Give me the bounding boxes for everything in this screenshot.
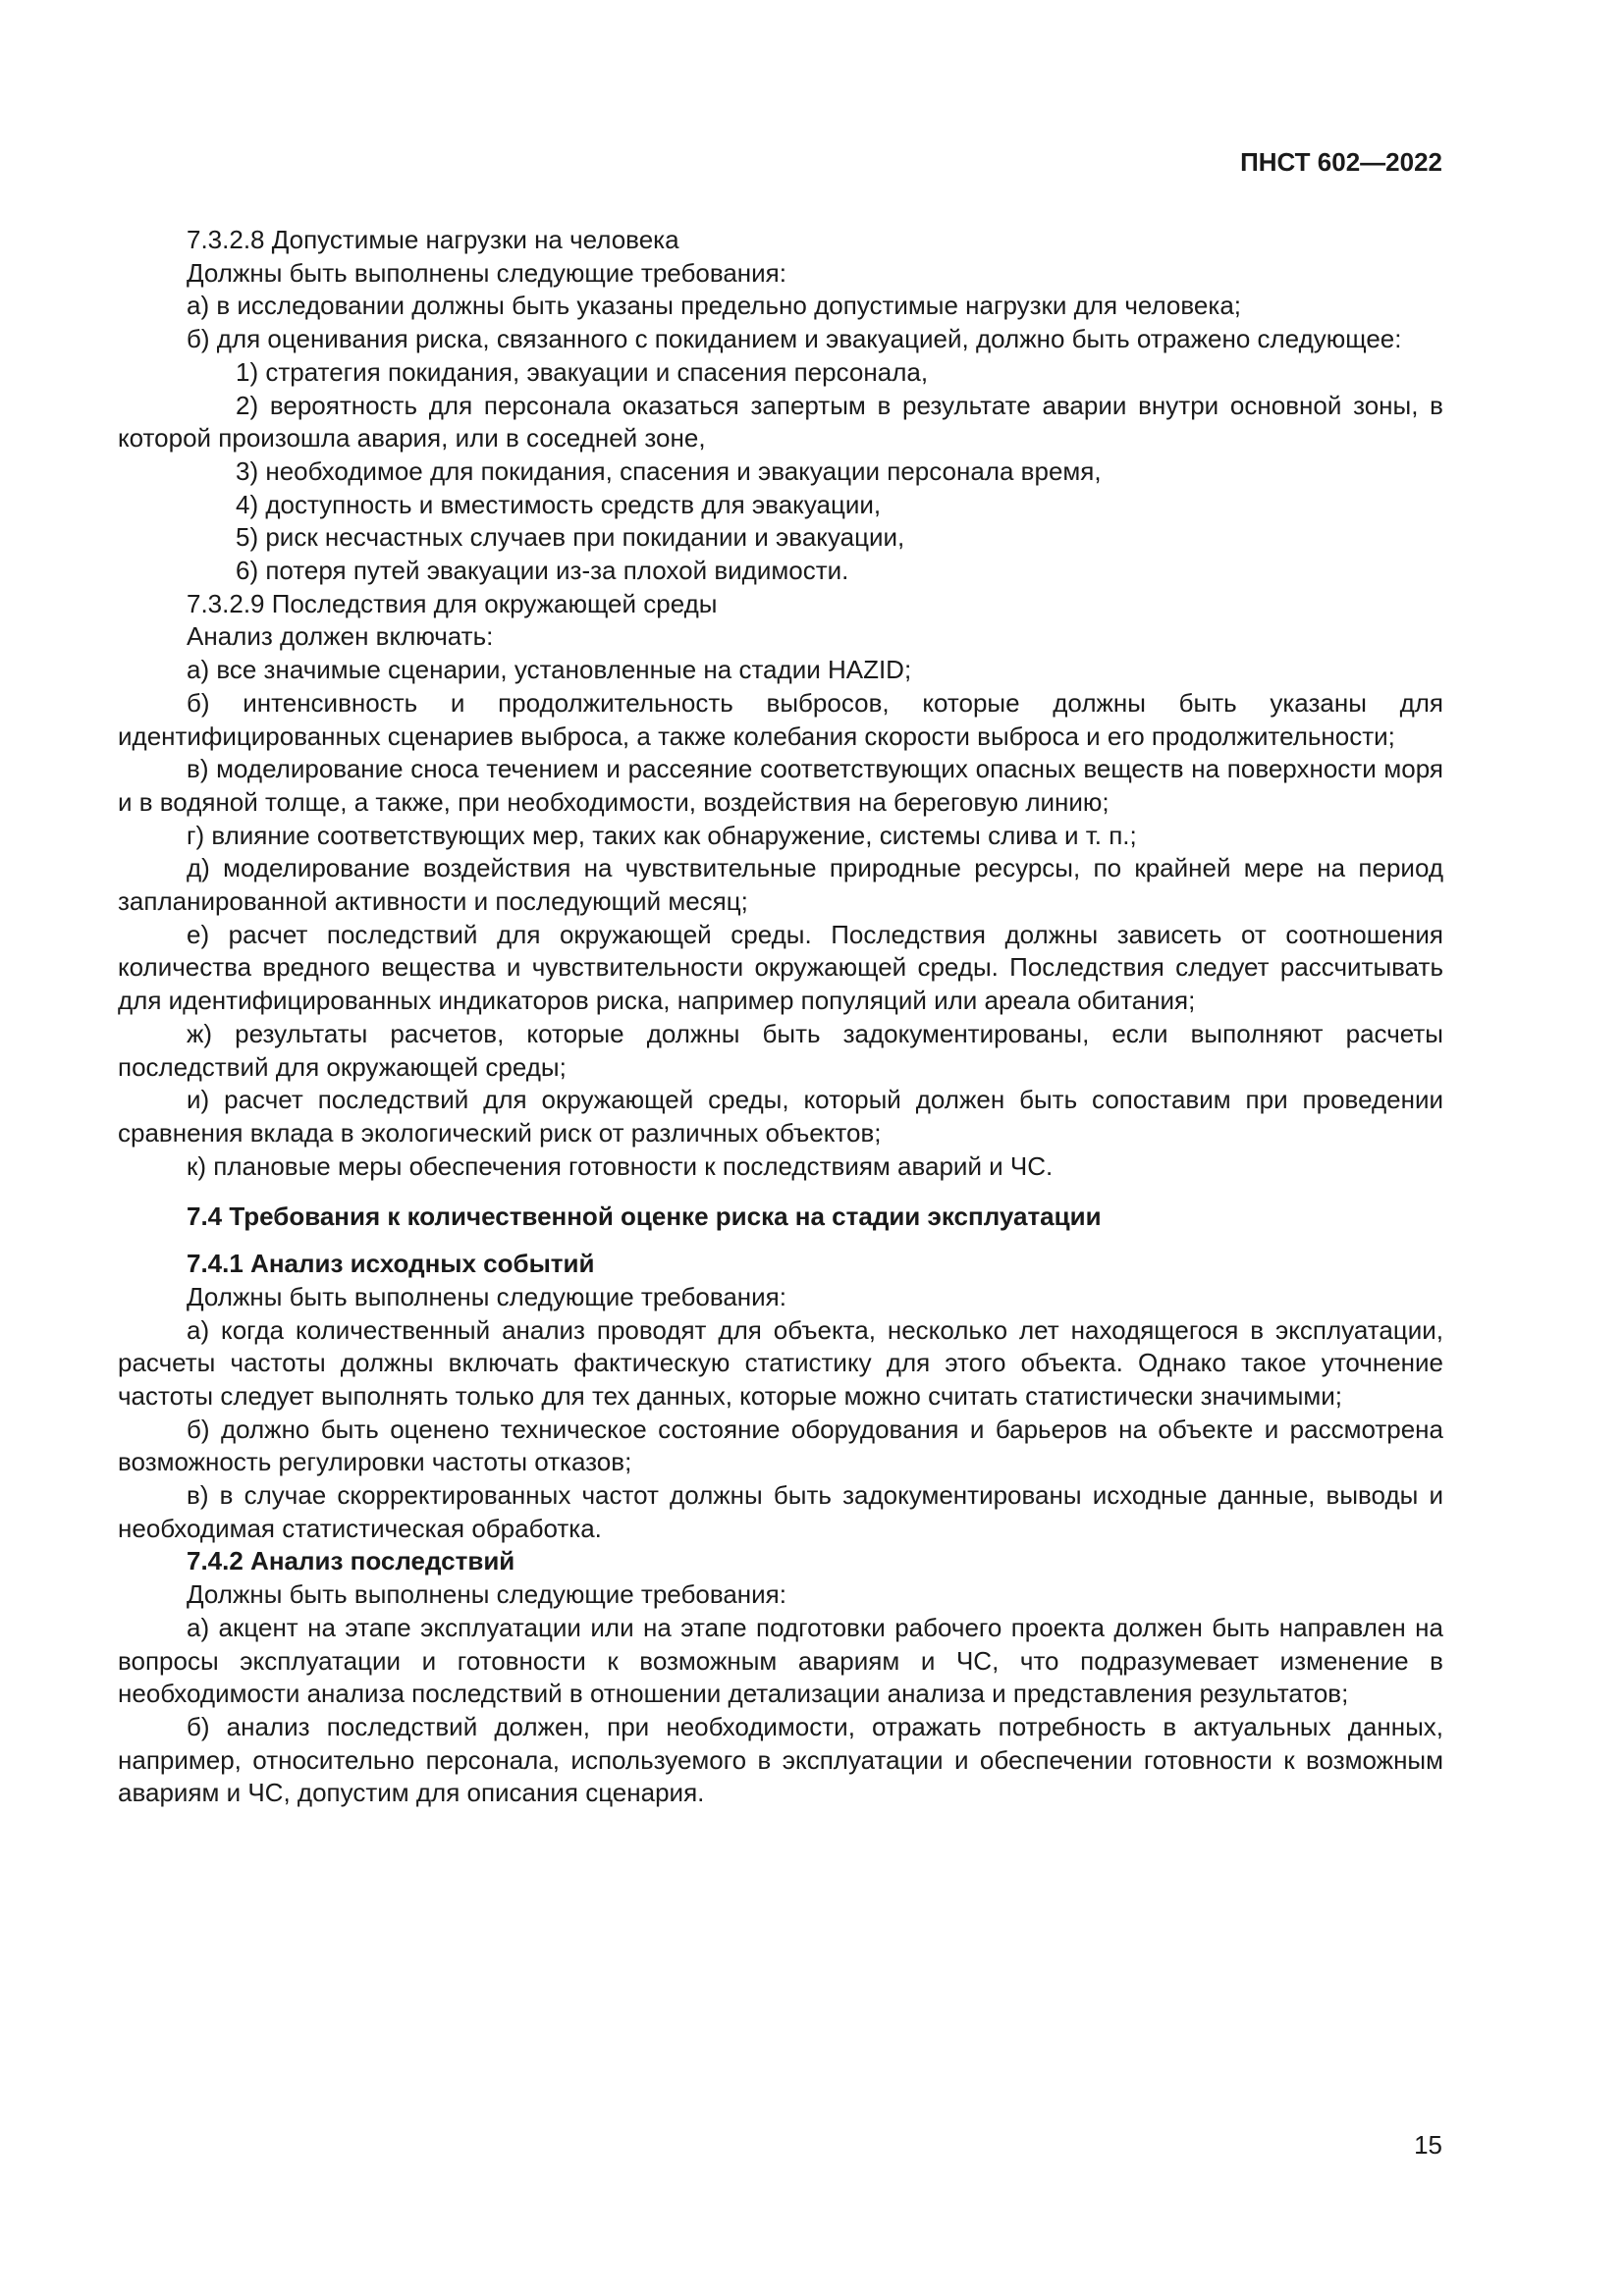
section-heading-7-3-2-8: 7.3.2.8 Допустимые нагрузки на человека	[187, 225, 679, 254]
section-heading-7-4: 7.4 Требования к количественной оценке риска на стадии эксплуатации	[187, 1201, 1102, 1232]
paragraph: Должны быть выполнены следующие требования:	[187, 1579, 786, 1610]
sub-list-item: 4) доступность и вместимость средств для эвакуации,	[236, 489, 882, 519]
list-item: и) расчет последствий для окружающей среды, который должен быть сопоставим при проведении сравнения вклада в экологический риск от различных объектов;	[118, 1085, 1443, 1148]
section-heading-7-4-1: 7.4.1 Анализ исходных событий	[187, 1249, 595, 1279]
section-heading-7-3-2-9: 7.3.2.9 Последствия для окружающей среды	[187, 588, 718, 618]
list-item: б) должно быть оценено техническое состояние оборудования и барьеров на объекте и рассмотрена возможность регулировки частоты отказов;	[118, 1414, 1443, 1477]
page-number: 15	[1414, 2130, 1442, 2160]
list-item: в) в случае скорректированных частот должны быть задокументированы исходные данные, выводы и необходимая статистическая обработка.	[118, 1480, 1443, 1543]
sub-list-item: 5) риск несчастных случаев при покидании и эвакуации,	[236, 522, 905, 553]
list-item: е) расчет последствий для окружающей среды. Последствия должны зависеть от соотношения количества вредного вещества и чувствительности окружающей среды. Последствия следует рассчитывать для идентифицированных индикаторов риска, например популяций или ареала обитания;	[118, 919, 1443, 1016]
list-item: б) анализ последствий должен, при необходимости, отражать потребность в актуальных данных, например, относительно персонала, используемого в эксплуатации и обеспечении готовности к возможным авариям и ЧС, допустим для описания сценария.	[118, 1711, 1443, 1808]
document-body	[118, 224, 1443, 1810]
list-item: б) интенсивность и продолжительность выбросов, которые должны быть указаны для идентифицированных сценариев выброса, а также колебания скорости выброса и его продолжительности;	[118, 687, 1443, 751]
list-item: ж) результаты расчетов, которые должны быть задокументированы, если выполняют расчеты последствий для окружающей среды;	[118, 1018, 1443, 1082]
list-item: б) для оценивания риска, связанного с покиданием и эвакуацией, должно быть отражено следующее:	[187, 324, 1402, 354]
sub-list-item: 3) необходимое для покидания, спасения и эвакуации персонала время,	[236, 455, 1102, 486]
list-item: а) когда количественный анализ проводят для объекта, несколько лет находящегося в эксплуатации, расчеты частоты должны включать фактическую статистику для этого объекта. Однако такое уточнение частоты следует выполнять только для тех данных, которые можно считать статистически значимыми;	[118, 1314, 1443, 1411]
paragraph: Анализ должен включать:	[187, 621, 494, 652]
section-heading-7-4-2: 7.4.2 Анализ последствий	[187, 1546, 515, 1576]
list-item: а) все значимые сценарии, установленные на стадии HAZID;	[187, 655, 912, 685]
list-item: в) моделирование сноса течением и рассеяние соответствующих опасных веществ на поверхности моря и в водяной толще, а также, при необходимости, воздействия на береговую линию;	[118, 754, 1443, 817]
list-item: а) в исследовании должны быть указаны предельно допустимые нагрузки для человека;	[187, 291, 1241, 321]
paragraph: Должны быть выполнены следующие требования:	[187, 1281, 786, 1311]
list-item: д) моделирование воздействия на чувствительные природные ресурсы, по крайней мере на период запланированной активности и последующий месяц;	[118, 853, 1443, 917]
document-number: ПНСТ 602—2022	[1240, 147, 1442, 177]
sub-list-item: 6) потеря путей эвакуации из-за плохой видимости.	[236, 556, 849, 586]
sub-list-item: 2) вероятность для персонала оказаться запертым в результате аварии внутри основной зоны, в которой произошла авария, или в соседней зоне,	[118, 390, 1443, 454]
list-item: г) влияние соответствующих мер, таких как обнаружение, системы слива и т. п.;	[187, 820, 1137, 850]
sub-list-item: 1) стратегия покидания, эвакуации и спасения персонала,	[236, 356, 929, 387]
list-item: а) акцент на этапе эксплуатации или на этапе подготовки рабочего проекта должен быть направлен на вопросы эксплуатации и готовности к возможным авариям и ЧС, что подразумевает изменение в необходимости анализа последствий в отношении детализации анализа и представления результатов;	[118, 1612, 1443, 1709]
paragraph: Должны быть выполнены следующие требования:	[187, 257, 786, 288]
list-item: к) плановые меры обеспечения готовности к последствиям аварий и ЧС.	[187, 1150, 1054, 1181]
